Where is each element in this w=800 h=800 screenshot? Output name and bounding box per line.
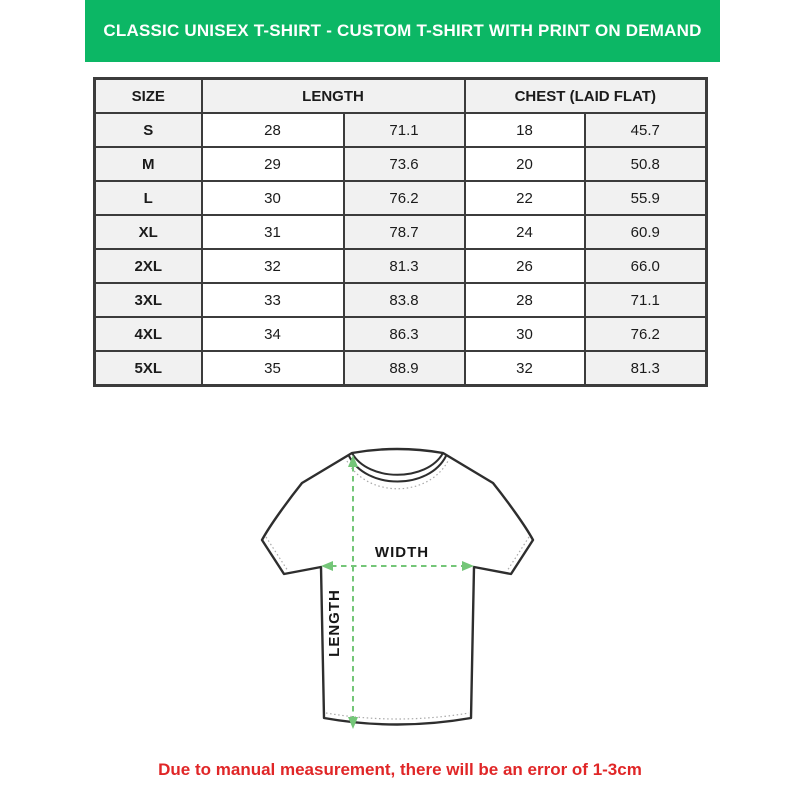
size-cell: 5XL [95, 351, 202, 386]
length-cm-cell: 73.6 [344, 147, 465, 181]
chest-in-cell: 22 [465, 181, 585, 215]
tshirt-diagram [240, 430, 560, 750]
chest-cm-cell: 66.0 [585, 249, 707, 283]
length-in-cell: 28 [202, 113, 344, 147]
table-header-row [95, 79, 707, 114]
length-in-cell: 33 [202, 283, 344, 317]
length-in-cell: 34 [202, 317, 344, 351]
size-cell: XL [95, 215, 202, 249]
width-label: WIDTH [374, 544, 430, 561]
tshirt-outline [262, 449, 533, 725]
chest-cm-cell: 60.9 [585, 215, 707, 249]
chest-in-cell: 30 [465, 317, 585, 351]
size-cell: 2XL [95, 249, 202, 283]
length-column-header: LENGTH [202, 79, 465, 114]
table-row [95, 215, 707, 249]
chest-cm-cell: 71.1 [585, 283, 707, 317]
size-cell: 3XL [95, 283, 202, 317]
length-in-cell: 31 [202, 215, 344, 249]
size-column-header: SIZE [95, 79, 202, 114]
length-cm-cell: 83.8 [344, 283, 465, 317]
size-cell: 4XL [95, 317, 202, 351]
page-title: CLASSIC UNISEX T-SHIRT - CUSTOM T-SHIRT WITH PRINT ON DEMAND [103, 21, 702, 40]
table-row [95, 147, 707, 181]
chest-cm-cell: 81.3 [585, 351, 707, 386]
table-row [95, 317, 707, 351]
chest-in-cell: 32 [465, 351, 585, 386]
title-banner [85, 0, 720, 62]
length-cm-cell: 76.2 [344, 181, 465, 215]
length-cm-cell: 86.3 [344, 317, 465, 351]
length-in-cell: 30 [202, 181, 344, 215]
measurement-note: Due to manual measurement, there will be an error of 1-3cm [158, 760, 642, 779]
table-row [95, 113, 707, 147]
table-row [95, 283, 707, 317]
chest-in-cell: 24 [465, 215, 585, 249]
chest-in-cell: 18 [465, 113, 585, 147]
chest-cm-cell: 50.8 [585, 147, 707, 181]
length-in-cell: 32 [202, 249, 344, 283]
chest-column-header: CHEST (LAID FLAT) [465, 79, 707, 114]
chest-in-cell: 26 [465, 249, 585, 283]
length-cm-cell: 78.7 [344, 215, 465, 249]
chest-cm-cell: 45.7 [585, 113, 707, 147]
length-cm-cell: 88.9 [344, 351, 465, 386]
table-row [95, 181, 707, 215]
chest-cm-cell: 76.2 [585, 317, 707, 351]
length-in-cell: 29 [202, 147, 344, 181]
length-cm-cell: 81.3 [344, 249, 465, 283]
size-cell: S [95, 113, 202, 147]
length-cm-cell: 71.1 [344, 113, 465, 147]
chest-in-cell: 28 [465, 283, 585, 317]
length-in-cell: 35 [202, 351, 344, 386]
length-label: LENGTH [326, 589, 343, 657]
size-cell: L [95, 181, 202, 215]
table-row [95, 249, 707, 283]
chest-cm-cell: 55.9 [585, 181, 707, 215]
table-row [95, 351, 707, 386]
size-chart-table [93, 77, 708, 387]
size-cell: M [95, 147, 202, 181]
chest-in-cell: 20 [465, 147, 585, 181]
